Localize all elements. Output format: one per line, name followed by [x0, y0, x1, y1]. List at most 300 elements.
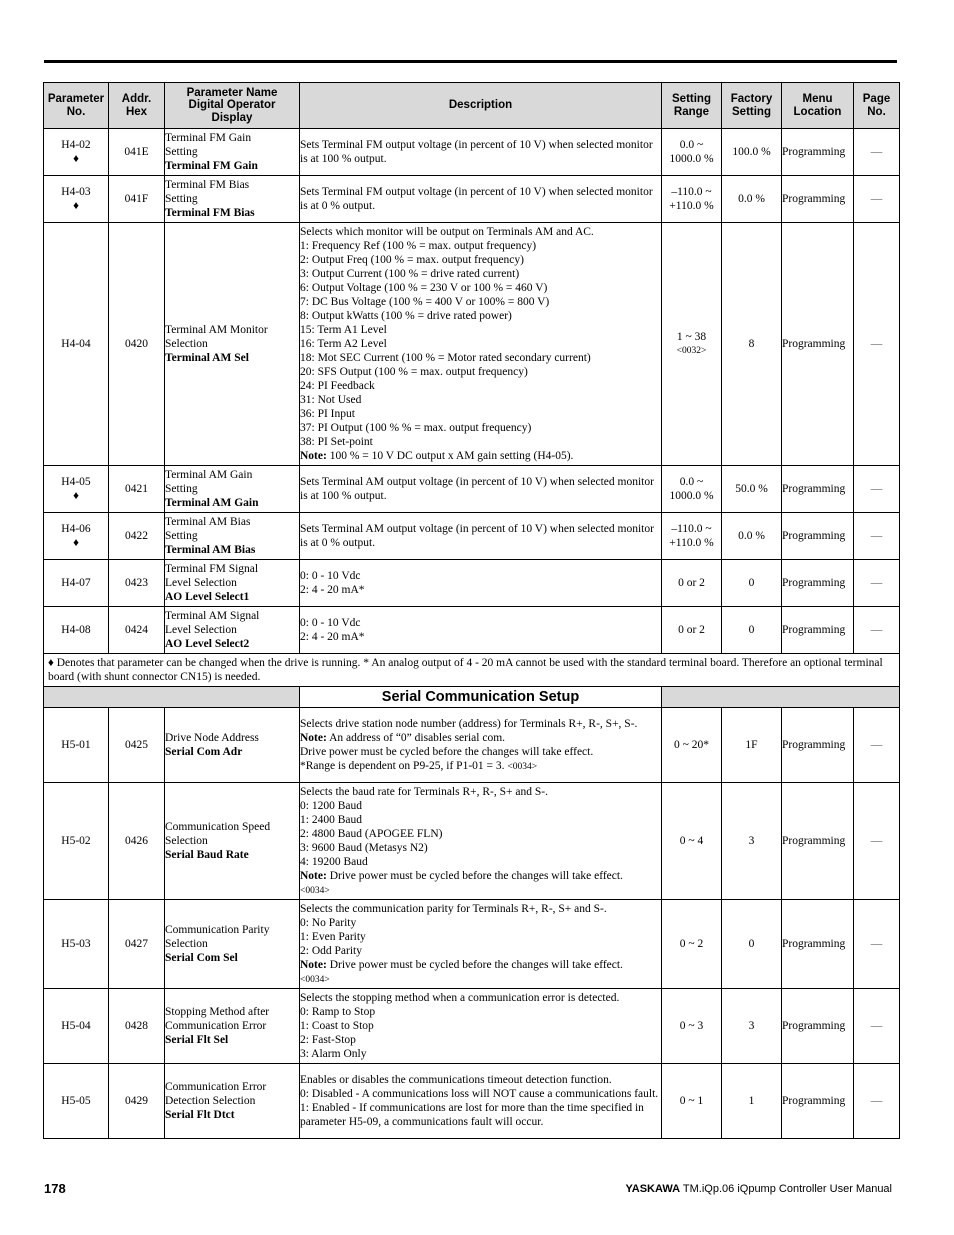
- description-line: [300, 869, 661, 883]
- param-name-cell: [165, 900, 300, 989]
- param-name-line: Level Selection: [165, 577, 237, 589]
- description-line: [300, 407, 661, 421]
- description-text: 2: Odd Parity: [300, 944, 362, 957]
- page-number: 178: [44, 1181, 66, 1196]
- setting-range-cell: [662, 466, 722, 513]
- param-name-line: Detection Selection: [165, 1095, 256, 1107]
- description-line: [300, 972, 661, 987]
- param-no-cell: [44, 466, 109, 513]
- description-text: Sets Terminal AM output voltage (in percent of 10 V) when selected monitor is at 0 % output.: [300, 523, 654, 549]
- table-body-h4: [44, 129, 900, 654]
- description-text: 20: SFS Output (100 % = max. output frequency): [300, 366, 528, 378]
- table-row: [44, 708, 900, 783]
- param-no: H4-07: [61, 577, 91, 589]
- param-no: H4-05: [61, 476, 91, 488]
- header-setting-range: Setting Range: [662, 83, 722, 129]
- menu-location: Programming: [782, 989, 854, 1064]
- description-line: [300, 855, 661, 869]
- setting-range-cell: [662, 783, 722, 900]
- description-line: [300, 185, 661, 213]
- page-no: —: [854, 223, 900, 466]
- table-row: [44, 223, 900, 466]
- note-label: Note:: [300, 869, 327, 882]
- description-text: 0: 1200 Baud: [300, 799, 362, 812]
- description-text: 36: PI Input: [300, 408, 355, 420]
- param-name-line: Communication Speed: [165, 821, 271, 833]
- menu-location: Programming: [782, 783, 854, 900]
- setting-range: 0 ~ 20*: [674, 739, 709, 751]
- setting-range: –110.0 ~: [671, 186, 712, 198]
- setting-range-cell: [662, 129, 722, 176]
- description-text: Selects the baud rate for Terminals R+, R-, S+ and S-.: [300, 785, 548, 798]
- description-text: 37: PI Output (100 % % = max. output frequency): [300, 422, 532, 434]
- param-no: H5-03: [61, 938, 91, 950]
- description-line: [300, 365, 661, 379]
- description-text: 1: 2400 Baud: [300, 813, 362, 826]
- header-addr-hex: Addr. Hex: [109, 83, 165, 129]
- table-row: [44, 513, 900, 560]
- manual-title: [625, 1183, 892, 1195]
- description-line: [300, 799, 661, 813]
- description-text: 4: 19200 Baud: [300, 855, 368, 868]
- description-text: 2: Fast-Stop: [300, 1034, 356, 1046]
- description-line: [300, 435, 661, 449]
- description-text: 1: Coast to Stop: [300, 1020, 374, 1032]
- description-line: [300, 745, 661, 759]
- manual-name: TM.iQp.06 iQpump Controller User Manual: [680, 1183, 892, 1195]
- param-name-line: Terminal FM Gain: [165, 132, 252, 144]
- addr-hex: 0421: [109, 466, 165, 513]
- section-spacer-left: [44, 687, 300, 708]
- setting-range-cell: [662, 607, 722, 654]
- param-name-cell: [165, 560, 300, 607]
- addr-hex: 041F: [109, 176, 165, 223]
- description-text: 1: Frequency Ref (100 % = max. output frequency): [300, 240, 537, 252]
- factory-setting: 0: [722, 900, 782, 989]
- param-name-cell: [165, 708, 300, 783]
- setting-range-cell: [662, 223, 722, 466]
- description-cell: [300, 513, 662, 560]
- param-name-line: Communication Error: [165, 1020, 267, 1032]
- factory-setting: 0.0 %: [722, 176, 782, 223]
- description-line: [300, 583, 661, 597]
- setting-range-cell: [662, 513, 722, 560]
- description-cell: [300, 466, 662, 513]
- operator-display: Serial Flt Dtct: [165, 1109, 235, 1121]
- runtime-diamond-icon: ♦: [73, 200, 79, 212]
- param-no-cell: [44, 900, 109, 989]
- param-name-cell: [165, 466, 300, 513]
- description-text: 0: Disabled - A communications loss will NOT cause a communications fault.: [300, 1088, 659, 1100]
- description-text: 0: 0 - 10 Vdc: [300, 617, 361, 629]
- table-row: [44, 176, 900, 223]
- description-line: [300, 1087, 661, 1101]
- param-name-cell: [165, 129, 300, 176]
- description-text: 18: Mot SEC Current (100 % = Motor rated secondary current): [300, 352, 591, 364]
- setting-range: 0 or 2: [678, 624, 705, 636]
- param-name-line: Selection: [165, 338, 208, 350]
- description-line: [300, 309, 661, 323]
- param-name-cell: [165, 607, 300, 654]
- description-line: [300, 569, 661, 583]
- factory-setting: 1: [722, 1064, 782, 1139]
- table-row: [44, 989, 900, 1064]
- description-text: 2: 4800 Baud (APOGEE FLN): [300, 827, 443, 840]
- menu-location: Programming: [782, 708, 854, 783]
- note-label: Note:: [300, 958, 327, 971]
- description-cell: [300, 607, 662, 654]
- description-text: *Range is dependent on P9-25, if P1-01 = 3.: [300, 759, 508, 772]
- menu-location: Programming: [782, 176, 854, 223]
- modbus-ref: <0032>: [676, 346, 707, 356]
- description-text: Drive power must be cycled before the changes will take effect.: [326, 958, 623, 971]
- description-text: 2: 4 - 20 mA*: [300, 584, 365, 596]
- parameter-table: [43, 82, 900, 1139]
- param-name-cell: [165, 176, 300, 223]
- param-name-line: Selection: [165, 938, 208, 950]
- operator-display: Terminal AM Sel: [165, 352, 249, 364]
- description-line: [300, 1047, 661, 1061]
- setting-range: 0 ~ 1: [679, 1095, 704, 1107]
- table-row: [44, 466, 900, 513]
- description-line: [300, 253, 661, 267]
- setting-range: 0 ~ 3: [679, 1020, 704, 1032]
- param-name-line: Setting: [165, 193, 198, 205]
- description-text: Sets Terminal FM output voltage (in percent of 10 V) when selected monitor is at 0 % output.: [300, 186, 653, 212]
- description-line: [300, 337, 661, 351]
- description-cell: [300, 900, 662, 989]
- description-line: [300, 449, 661, 463]
- table-row: [44, 607, 900, 654]
- param-name-cell: [165, 223, 300, 466]
- param-no-cell: [44, 708, 109, 783]
- footnote-text: ♦ Denotes that parameter can be changed when the drive is running. * An analog output of 4 - 20 mA cannot be used with the standard terminal board. Therefore an optional terminal board (with shunt connector CN15) is needed.: [44, 654, 900, 687]
- param-name-line: Terminal AM Signal: [165, 610, 260, 622]
- description-line: [300, 239, 661, 253]
- operator-display: Terminal AM Gain: [165, 497, 259, 509]
- addr-hex: 0429: [109, 1064, 165, 1139]
- table-row: [44, 900, 900, 989]
- setting-range: +110.0 %: [669, 200, 714, 212]
- description-line: [300, 1101, 661, 1129]
- runtime-diamond-icon: ♦: [73, 153, 79, 165]
- menu-location: Programming: [782, 560, 854, 607]
- description-text: Selects the stopping method when a communication error is detected.: [300, 992, 620, 1004]
- description-text: 31: Not Used: [300, 394, 362, 406]
- factory-setting: 100.0 %: [722, 129, 782, 176]
- menu-location: Programming: [782, 513, 854, 560]
- addr-hex: 0422: [109, 513, 165, 560]
- param-no-cell: [44, 223, 109, 466]
- addr-hex: 0428: [109, 989, 165, 1064]
- param-name-line: Setting: [165, 530, 198, 542]
- setting-range: –110.0 ~: [671, 523, 712, 535]
- param-no-cell: [44, 783, 109, 900]
- param-name-line: Setting: [165, 483, 198, 495]
- factory-setting: 3: [722, 783, 782, 900]
- table-header-row: [44, 83, 900, 129]
- description-text: 38: PI Set-point: [300, 436, 373, 448]
- addr-hex: 041E: [109, 129, 165, 176]
- description-line: [300, 616, 661, 630]
- description-line: [300, 1073, 661, 1087]
- setting-range-cell: [662, 560, 722, 607]
- setting-range-cell: [662, 1064, 722, 1139]
- factory-setting: 8: [722, 223, 782, 466]
- setting-range: 0.0 ~: [679, 139, 704, 151]
- setting-range: 0 ~ 4: [679, 835, 704, 847]
- table-row: [44, 783, 900, 900]
- param-no-cell: [44, 560, 109, 607]
- param-no: H5-02: [61, 835, 91, 847]
- setting-range: +110.0 %: [669, 537, 714, 549]
- menu-location: Programming: [782, 466, 854, 513]
- description-text: 3: Output Current (100 % = drive rated current): [300, 268, 520, 280]
- setting-range: 1000.0 %: [669, 153, 714, 165]
- description-text: 24: PI Feedback: [300, 380, 375, 392]
- page-no: —: [854, 900, 900, 989]
- page-no: —: [854, 129, 900, 176]
- param-name-line: Terminal AM Bias: [165, 516, 251, 528]
- description-line: [300, 991, 661, 1005]
- description-line: [300, 902, 661, 916]
- description-cell: [300, 560, 662, 607]
- note-label: Note:: [300, 731, 327, 744]
- addr-hex: 0427: [109, 900, 165, 989]
- description-cell: [300, 708, 662, 783]
- setting-range: 1000.0 %: [669, 490, 714, 502]
- description-text: 0: No Parity: [300, 916, 357, 929]
- operator-display: Serial Baud Rate: [165, 849, 249, 861]
- description-cell: [300, 223, 662, 466]
- table-row: [44, 1064, 900, 1139]
- description-text: Enables or disables the communications timeout detection function.: [300, 1074, 612, 1086]
- description-line: [300, 267, 661, 281]
- param-no: H4-08: [61, 624, 91, 636]
- page-no: —: [854, 466, 900, 513]
- description-line: [300, 731, 661, 745]
- factory-setting: 0: [722, 607, 782, 654]
- param-no: H4-04: [61, 338, 91, 350]
- description-line: [300, 379, 661, 393]
- menu-location: Programming: [782, 607, 854, 654]
- description-line: [300, 522, 661, 550]
- table-row: [44, 129, 900, 176]
- setting-range: 1 ~ 38: [676, 331, 707, 343]
- section-header-row: [44, 687, 900, 708]
- description-line: [300, 944, 661, 958]
- param-no: H5-05: [61, 1095, 91, 1107]
- page-no: —: [854, 708, 900, 783]
- description-text: 3: Alarm Only: [300, 1048, 367, 1060]
- description-line: [300, 475, 661, 503]
- description-line: [300, 295, 661, 309]
- description-line: [300, 958, 661, 972]
- header-description: Description: [300, 83, 662, 129]
- description-text: 0: 0 - 10 Vdc: [300, 570, 361, 582]
- param-no-cell: [44, 607, 109, 654]
- param-name-line: Terminal FM Signal: [165, 563, 259, 575]
- page-no: —: [854, 176, 900, 223]
- modbus-ref: <0034>: [300, 974, 330, 985]
- description-line: [300, 930, 661, 944]
- description-text: 2: Output Freq (100 % = max. output frequency): [300, 254, 524, 266]
- description-line: [300, 717, 661, 731]
- menu-location: Programming: [782, 900, 854, 989]
- section-spacer-right: [662, 687, 900, 708]
- param-name-line: Level Selection: [165, 624, 237, 636]
- brand-name: YASKAWA: [625, 1183, 681, 1195]
- description-text: Selects which monitor will be output on Terminals AM and AC.: [300, 226, 594, 238]
- param-no-cell: [44, 513, 109, 560]
- addr-hex: 0420: [109, 223, 165, 466]
- header-page-no: Page No.: [854, 83, 900, 129]
- operator-display: AO Level Select1: [165, 591, 250, 603]
- addr-hex: 0425: [109, 708, 165, 783]
- description-line: [300, 883, 661, 898]
- description-line: [300, 393, 661, 407]
- factory-setting: 0: [722, 560, 782, 607]
- param-no-cell: [44, 1064, 109, 1139]
- header-parameter-no: Parameter No.: [44, 83, 109, 129]
- description-text: 0: Ramp to Stop: [300, 1006, 376, 1018]
- menu-location: Programming: [782, 129, 854, 176]
- description-text: Selects drive station node number (address) for Terminals R+, R-, S+, S-.: [300, 717, 638, 730]
- param-name-line: Setting: [165, 146, 198, 158]
- note-label: Note:: [300, 450, 327, 462]
- runtime-diamond-icon: ♦: [73, 537, 79, 549]
- description-text: 15: Term A1 Level: [300, 324, 387, 336]
- setting-range: 0 ~ 2: [679, 938, 704, 950]
- modbus-ref: <0034>: [507, 761, 538, 772]
- runtime-diamond-icon: ♦: [73, 490, 79, 502]
- description-text: An address of “0” disables serial com.: [326, 731, 506, 744]
- operator-display: Serial Flt Sel: [165, 1034, 229, 1046]
- description-text: Selects the communication parity for Terminals R+, R-, S+ and S-.: [300, 902, 607, 915]
- description-text: Drive power must be cycled before the changes will take effect.: [326, 869, 623, 882]
- param-name-line: Terminal AM Gain: [165, 469, 253, 481]
- description-line: [300, 351, 661, 365]
- modbus-ref: <0034>: [300, 885, 330, 896]
- setting-range-cell: [662, 708, 722, 783]
- description-line: [300, 916, 661, 930]
- description-cell: [300, 1064, 662, 1139]
- description-cell: [300, 989, 662, 1064]
- factory-setting: 1F: [722, 708, 782, 783]
- page-no: —: [854, 1064, 900, 1139]
- menu-location: Programming: [782, 1064, 854, 1139]
- param-name-line: Terminal FM Bias: [165, 179, 250, 191]
- menu-location: Programming: [782, 223, 854, 466]
- setting-range: 0 or 2: [678, 577, 705, 589]
- param-no: H4-02: [61, 139, 91, 151]
- param-name-cell: [165, 783, 300, 900]
- description-line: [300, 785, 661, 799]
- description-text: 1: Even Parity: [300, 930, 366, 943]
- setting-range-cell: [662, 989, 722, 1064]
- table-body-footnote: [44, 654, 900, 708]
- factory-setting: 50.0 %: [722, 466, 782, 513]
- factory-setting: 3: [722, 989, 782, 1064]
- page-no: —: [854, 560, 900, 607]
- param-name-line: Communication Error: [165, 1081, 267, 1093]
- setting-range-cell: [662, 176, 722, 223]
- page-no: —: [854, 607, 900, 654]
- param-no: H4-03: [61, 186, 91, 198]
- param-no-cell: [44, 176, 109, 223]
- description-text: Sets Terminal AM output voltage (in percent of 10 V) when selected monitor is at 100 % output.: [300, 476, 654, 502]
- description-line: [300, 1033, 661, 1047]
- operator-display: Serial Com Adr: [165, 746, 243, 758]
- description-line: [300, 421, 661, 435]
- param-no-cell: [44, 129, 109, 176]
- description-line: [300, 813, 661, 827]
- param-name-line: Stopping Method after: [165, 1006, 270, 1018]
- operator-display: AO Level Select2: [165, 638, 250, 650]
- description-line: [300, 759, 661, 774]
- description-cell: [300, 129, 662, 176]
- description-line: [300, 1019, 661, 1033]
- page-no: —: [854, 513, 900, 560]
- description-line: [300, 323, 661, 337]
- header-menu-location: Menu Location: [782, 83, 854, 129]
- param-name-line: Terminal AM Monitor: [165, 324, 268, 336]
- page-no: —: [854, 783, 900, 900]
- description-text: Drive power must be cycled before the changes will take effect.: [300, 745, 594, 758]
- description-line: [300, 138, 661, 166]
- param-name-line: Communication Parity: [165, 924, 270, 936]
- top-rule: [44, 60, 897, 63]
- description-line: [300, 827, 661, 841]
- description-text: 3: 9600 Baud (Metasys N2): [300, 841, 428, 854]
- description-line: [300, 225, 661, 239]
- footnote-row: [44, 654, 900, 687]
- setting-range-cell: [662, 900, 722, 989]
- header-factory-setting: Factory Setting: [722, 83, 782, 129]
- header-parameter-name: Parameter Name Digital Operator Display: [165, 83, 300, 129]
- setting-range: 0.0 ~: [679, 476, 704, 488]
- table-body-h5: [44, 708, 900, 1139]
- operator-display: Terminal FM Bias: [165, 207, 255, 219]
- description-line: [300, 281, 661, 295]
- param-name-line: Drive Node Address: [165, 732, 259, 744]
- factory-setting: 0.0 %: [722, 513, 782, 560]
- addr-hex: 0424: [109, 607, 165, 654]
- description-text: 6: Output Voltage (100 % = 230 V or 100 % = 460 V): [300, 282, 548, 294]
- page-no: —: [854, 989, 900, 1064]
- operator-display: Terminal AM Bias: [165, 544, 256, 556]
- addr-hex: 0426: [109, 783, 165, 900]
- param-name-line: Selection: [165, 835, 208, 847]
- operator-display: Serial Com Sel: [165, 952, 238, 964]
- param-name-cell: [165, 1064, 300, 1139]
- description-text: 16: Term A2 Level: [300, 338, 387, 350]
- param-name-cell: [165, 989, 300, 1064]
- description-line: [300, 1005, 661, 1019]
- description-line: [300, 841, 661, 855]
- param-no-cell: [44, 989, 109, 1064]
- param-no: H5-04: [61, 1020, 91, 1032]
- table-row: [44, 560, 900, 607]
- description-cell: [300, 783, 662, 900]
- addr-hex: 0423: [109, 560, 165, 607]
- section-title: Serial Communication Setup: [300, 687, 662, 708]
- param-no: H4-06: [61, 523, 91, 535]
- description-text: 1: Enabled - If communications are lost for more than the time specified in parameter H5-09, a communications fault will occur.: [300, 1102, 644, 1128]
- description-text: Sets Terminal FM output voltage (in percent of 10 V) when selected monitor is at 100 % output.: [300, 139, 653, 165]
- description-text: 100 % = 10 V DC output x AM gain setting (H4-05).: [326, 450, 574, 462]
- param-no: H5-01: [61, 739, 91, 751]
